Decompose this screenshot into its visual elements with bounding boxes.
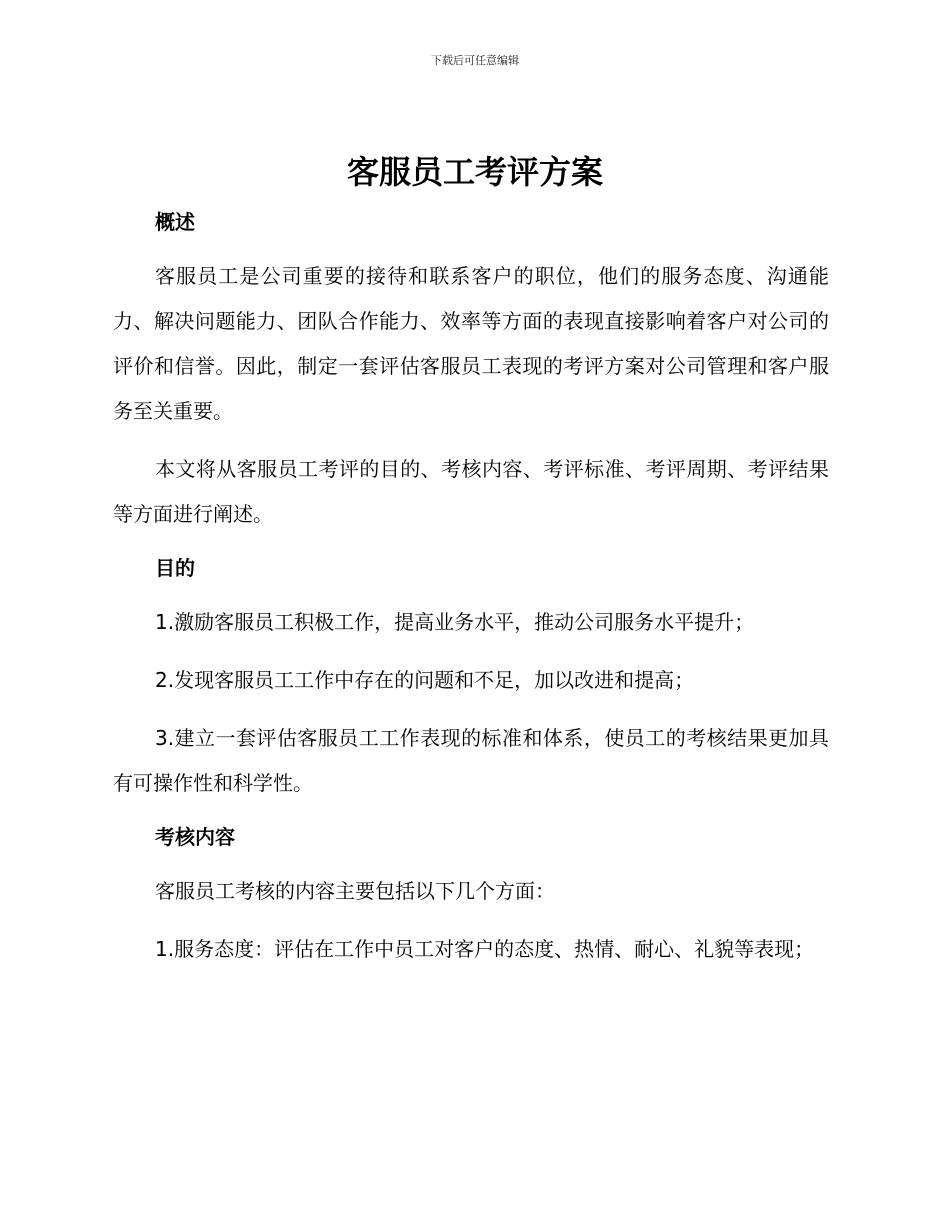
section-heading-assessment-content: 考核内容 <box>155 825 235 849</box>
document-body <box>113 204 829 985</box>
overview-paragraph-1: 客服员工是公司重要的接待和联系客户的职位，他们的服务态度、沟通能力、解决问题能力、团队合作能力、效率等方面的表现直接影响着客户对公司的评价和信誉。因此，制定一套评估客服员工表现的考评方案对公司管理和客户服务至关重要。 <box>113 264 829 423</box>
assessment-content-intro: 客服员工考核的内容主要包括以下几个方面： <box>155 879 555 903</box>
section-heading-overview: 概述 <box>155 210 195 234</box>
purpose-item-2: 2.发现客服员工工作中存在的问题和不足，加以改进和提高； <box>155 668 695 692</box>
section-purpose <box>113 550 829 806</box>
section-overview <box>113 204 829 537</box>
purpose-item-1: 1.激励客服员工积极工作，提高业务水平，推动公司服务水平提升； <box>155 610 755 634</box>
assessment-content-item-1: 1.服务态度：评估在工作中员工对客户的态度、热情、耐心、礼貌等表现； <box>155 937 815 961</box>
section-heading-purpose: 目的 <box>155 556 195 580</box>
section-assessment-content <box>113 819 829 972</box>
document-title: 客服员工考评方案 <box>346 153 603 191</box>
purpose-item-3: 3.建立一套评估客服员工工作表现的标准和体系，使员工的考核结果更加具有可操作性和科学性。 <box>113 726 829 795</box>
page-header-note: 下载后可任意编辑 <box>431 54 519 67</box>
overview-paragraph-2: 本文将从客服员工考评的目的、考核内容、考评标准、考评周期、考评结果等方面进行阐述。 <box>113 457 829 526</box>
